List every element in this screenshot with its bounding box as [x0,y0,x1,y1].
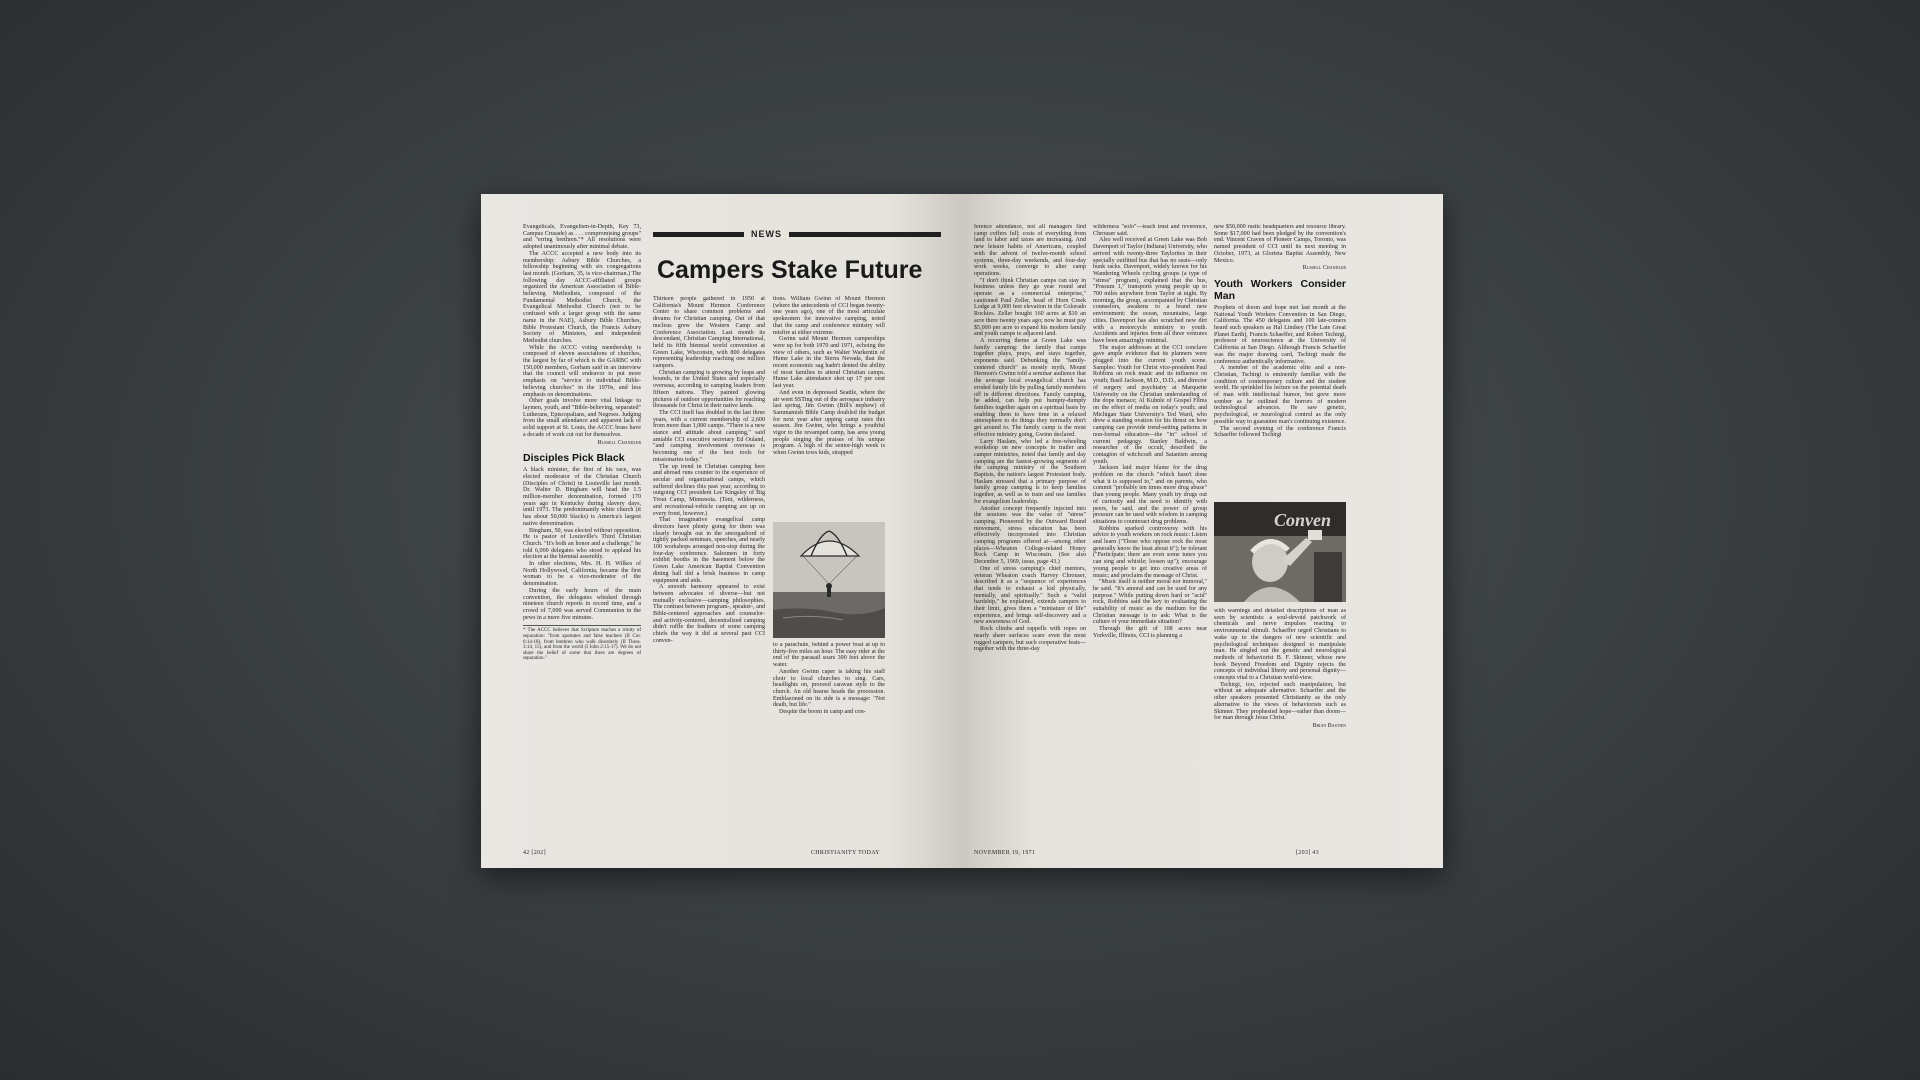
paragraph: to a parachute, behind a power boat at up to thirty-five miles an hour. The easy rider at the end of the parasail soars 300 feet above the water. [773,642,885,669]
paragraph: Prophets of doom and hope met last month at the National Youth Workers Convention in San Diego, California. The 450 delegates and 100 late-comers heard such speakers as Hal Lindsey (The Late Great Planet Earth), Francis Schaeffer, and Robert Tschirgi, professor of neuroscience at the University of California at San Diego. Although Francis Schaeffer was the major drawing card, Tschirgi made the conference authentically informative. [1214,304,1346,365]
page-headline: Campers Stake Future [657,256,923,284]
paragraph: Thirteen people gathered in 1950 at California's Mount Hermon Conference Center to share common problems and dreams for Christian camping. Out of that nucleus grew the Western Camp and Conference Association. Last month its descendant, Christian Camping International, held its fifth biennial world convention at Green Lake, Wisconsin, with 800 delegates representing leadership reaching one million campers. [653,296,765,370]
left-column-2 [653,296,765,836]
paragraph: Despite the boom in camp and con- [779,709,866,716]
left-column-3-bottom [773,642,885,836]
footnote: * The ACCC believes that Scripture teaches a trinity of separation: "from apostates and false teachers (II Cor. 6:14-18), from brethren who walk disorderly (II Thess. 3:14, 15), and from the world (I John 2:15-17). We do not share the belief of some that there are degrees of separation." [523,625,641,662]
paragraph: And even in depressed Seattle, where the air went SSTing out of the aerospace industry last spring, Jim Gwinn (Bill's nephew) of Sammamish Bible Camp doubled the budget for next year after upping camp rates this season. Jim Gwinn, who brings a youthful vigor to the revamped camp, has area young people singing the praises of his unique program. A high of the senior-high week is when Gwinn tows kids, strapped [773,389,885,457]
paragraph: Rock climbs and rappells with ropes on nearly sheer surfaces scare even the most rugged campers, but such cooperative feats—together with the three-day [974,626,1086,653]
paragraph: "I don't think Christian camps can stay in business unless they go year round and operate as a commercial enterprise," cautioned Paul Zeller, head of Horn Creek Lodge at 9,000 feet elevation in the Colorado Rockies. Zeller bought 160 acres at $10 an acre there twenty years ago; now he must pay $5,000 per acre to expand his modern family and youth camps to adjacent land. [974,277,1086,338]
paragraph: Bingham, 50, was elected without opposition. He is pastor of Louisville's Third Christian Church. "It's both an honor and a challenge," he told 6,000 delegates who stood to applaud his election at the biennial assembly. [523,527,641,561]
paragraph: Tschirgi, too, rejected such manipulation, but without an adequate alternative. Schaeffer and the other speakers presented Christianity as the only alternative to the views of behaviorists such as Skinner. They prophesied hope—rather than doom—for man through Jesus Christ. [1214,681,1346,722]
paragraph: A black minister, the first of his race, was elected moderator of the Christian Church (Disciples of Christ) in Louisville last month. Dr. Walter D. Bingham will head the 1.5 million-member denomination, formed 170 years ago in Kentucky during slavery days, until 1973. The predominantly white church (it has about 50,000 blacks) is America's largest native denomination. [523,467,641,527]
left-column-3-top [773,296,885,516]
paragraph: While the ACCC voting membership is composed of eleven associations of churches, the largest by far of which is the GARBC with 150,000 members, Gorham said in an interview that the council will endeavor to put more emphasis on "service to individual Bible-believing churches" in the 1970s, and less emphasis on denominations. [523,344,641,398]
sign-text: Conven [1274,510,1332,530]
paragraph: with warnings and detailed descriptions of man as seen by scientists: a soul-devoid patchwork of chemicals and nerve impulses reacting to environmental stimuli. Schaeffer urged Christians to wake up to the dangers of new scientific and psychological techniques designed to manipulate man. He singled out the genetic and neurological methods of behaviorist B. F. Skinner, whose new book Beyond Freedom and Dignity rejects the concepts of individual liberty and personal dignity—concepts vital to a Christian world-view. [1214,608,1346,682]
magazine-spread [481,194,1443,868]
paragraph: A smooth harmony appeared to exist between advocates of diverse—but not mutually exclusive—camping philosophies. The contrast between program-, speaker-, and Bible-centered approaches and counselor- and activity-centered, decentralized camping didn't ruffle the feathers of some camping chiefs the way it did at several past CCI conven- [653,584,765,644]
right-page [962,194,1443,868]
article-headline: Youth Workers Consider Man [1214,277,1346,302]
paragraph: The second evening of the conference Francis Schaeffer followed Tschirgi [1214,425,1346,439]
paragraph: The major addresses at the CCI conclave gave ample evidence that its planners were plugged into the current youth scene. Samples: Youth for Christ vice-president Paul Robbins on rock music and its influence on youth; Basil Jackson, M.D., D.D., and director of surgery and psychiatry at Marquette University on the Christian understanding of the dope menace; Al Kuhnle of Gospel Films on the effect of media on today's youth; and Michigan State University's Ted Ward, who drew a standing ovation for his thrust on how camping can provide trend-setting patterns in non-formal education—the "in" school of current pedagogy. Stanley Baldwin, a researcher of the occult, described the contagion of witchcraft and Satanism among youth. [1093,344,1207,465]
paragraph: Robbins sparked controversy with his advice to youth workers on rock music: Listen and learn ("Those who oppose rock the most generally know the least about it"); be tolerant ("Participate; there are even some tunes you can sing and whistle; loosen up"); encourage young people to get into creative areas of music; and proclaim the message of Christ. [1093,525,1207,579]
paragraph: Also well received at Green Lake was Bob Davenport of Taylor (Indiana) University, who arrived with twenty-three Taylorites in their specially outfitted bus that has no seats—only bunk racks. Davenport, widely known for his Wandering Wheels cycling groups (a type of "stress" program), explained that the bus, "Possum 1," transports young people up to 700 miles anywhere from Taylor at night. By morning, the group, accompanied by Christian counselors, awakens to a brand new environment: the ocean, mountains, large cities. Davenport has also scratched new dirt with a motorcycle ministry to youth. Accidents and injuries from all three ventures have been amazingly minimal. [1093,237,1207,344]
paragraph: The up trend in Christian camping here and abroad runs counter to the experience of secular and organizational camps, which suffered declines this past year, according to outgoing CCI president Lee Kingsley of Big Trout Camp, Minnesota. (Tent, wilderness, and recreational-vehicle camping are up on every front, however.) [653,463,765,517]
right-column-1 [974,224,1086,836]
article-headline: Disciples Pick Black [523,452,625,465]
paragraph: A member of the academic elite and a non-Christian, Tschirgi is eminently familiar with the condition of contemporary culture and the student world. He sprinkled his lecture on the potential death of man with intellectual humor, but grew more somber as he outlined the horrors of modern technological advances. He saw genetic, psychological, or neurological control as the only possible way to guarantee man's continuing existence. [1214,365,1346,425]
right-column-2 [1093,224,1207,836]
paragraph: A recurring theme at Green Lake was family camping: the family that camps together plays, prays, and stays together, exponents said. Debunking the "family-centered church" as mostly myth, Mount Hermon's Gwinn told a seminar audience that the average local evangelical church has eroded family life by pulling family members off in different directions. Family camping, he added, can help put humpty-dumpty families together again on a spiritual basis by enabling them to have time in a relaxed atmosphere to do things they normally don't get around to. The family camp is the most effective ministry going, Gwinn declared. [974,337,1086,438]
paragraph: wilderness "solo"—teach trust and reverence, Chrouser said. [1093,224,1207,237]
news-rule-right [789,232,941,237]
paragraph: Christian camping is growing by leaps and bounds, in the United States and especially overseas, according to camping leaders from fifteen nations. They painted glowing pictures of outdoor opportunities for reaching thousands for Christ in their native lands. [653,369,765,410]
speaker-photo [1214,502,1346,602]
paragraph: Other goals involve more vital linkage to laymen, youth, and "Bible-believing, separated" Lutherans, Episcopalians, and Negroes. Judging from the small attendance and apparent lack of solid support at St. Louis, the ACCC brass have a decade of work cut out for themselves. [523,398,641,438]
left-page [481,194,962,868]
paragraph: Another Gwinn caper is taking his staff choir to local churches to sing. Cars, headlights on, proceed caravan style to the church. An old hearse heads the procession. Emblazoned on its side is a message: "Not death, but life." [773,668,885,709]
paragraph: tions. William Gwinn of Mount Hermon (where the antecedents of CCI began twenty-one years ago), one of the most articulate spokesmen for innovative camping, noted that the camp and conference ministry will misfire at either extreme. [773,296,885,336]
news-rule-left [653,232,744,237]
page-number-left: 42 [202] [523,850,546,856]
paragraph: One of stress camping's chief mentors, veteran Wheaton coach Harvey Chrouser, described it as a "sequence of experiences that tends to exhaust a kid physically, mentally, and spiritually." Such a "valid hardship," he explained, extends campers to their limit, gives them a "miniature of life" experience, and brings self-discovery and a new awareness of God. [974,565,1086,626]
issue-date: NOVEMBER 19, 1971 [974,850,1036,856]
paragraph: ference attendance, not all managers find camp coffers full; costs of everything from land to labor and taxes are increasing. And new leisure habits of Americans, coupled with the advent of twelve-month school systems, three-day weekends, and four-day work weeks, converge to alter camp operations. [974,224,1086,277]
paragraph: "Music itself is neither moral nor immoral," he said. "It's amoral and can be used for any purpose." While putting down hard or "acid" rock, Robbins said the key to evaluating the suitability of music as the medium for the Christian message is to ask: What is the culture of your immediate situation? [1093,579,1207,626]
paragraph: Evangelicals, Evangelism-in-Depth, Key 73, Campus Crusade) as . . . compromising groups" and "erring brethren."* All resolutions were adopted unanimously after minimal debate. [523,224,641,251]
section-label: NEWS [751,229,782,239]
parasail-photo [773,522,885,638]
byline: Russell Chandler [597,439,641,446]
paragraph: Gwinn said Mount Hermon camperships were up for both 1970 and 1971, echoing the view of others, such as Walter Warkentin of Hume Lake in the Sierra Nevada, that the recent economic sag hadn't dented the ability of most families to attend Christian camps. Hume Lake attendance shot up 17 per cent last year. [773,336,885,390]
paragraph: new $50,000 rustic headquarters and resource library. Some $17,000 had been pledged by the convention's end. Vincent Craven of Pioneer Camps, Toronto, was named president of CCI until its next meeting in October, 1973, at Glorieta Baptist Assembly, New Mexico. [1214,224,1346,264]
paragraph: The CCI itself has doubled in the last three years, with a current membership of 2,600 from more than 1,000 camps. "There is a new stance and attitude about camping," said amiable CCI executive secretary Ed Ouland, "and camping involvement overseas is becoming one of the best tools for missionaries today." [653,409,765,463]
right-column-3-bottom [1214,608,1346,836]
paragraph: Through the gift of 108 acres near Yorkville, Illinois, CCI is planning a [1093,626,1207,639]
left-column-1 [523,224,641,836]
right-column-3-top [1214,224,1346,496]
magazine-name: CHRISTIANITY TODAY [811,850,880,856]
paragraph: The ACCC accepted a new body into its membership: Asbury Bible Churches, a fellowship beginning with six congregations last month. (Gorham, 35, is vice-chairman.) The following day ACCC-affiliated groups organized the American Association of Bible-believing Methodists, composed of the Fundamental Methodist Church, the Evangelical Methodist Church (not to be confused with a larger group with the same name in the NAE), Asbury Bible Churches, Bible Protestant Church, the Francis Asbury Society of Ministers, and independent Methodist churches. [523,250,641,344]
paragraph: That imaginative evangelical camp directors have plenty going for them was clearly brought out in the smorgasbord of tightly packed seminars, speeches, and nearly 100 workshops arranged non-stop during the four-day conference. Salesmen in forty exhibit booths in the basement below the Green Lake American Baptist Convention dining hall did a brisk business in camp equipment and aids. [653,517,765,584]
paragraph: During the early hours of the main convention, the delegates whisked through nineteen church reports in record time, and a crowd of 7,000 was served Communion in the pews in a mere five minutes. [523,587,641,621]
byline: Brian Bastien [1312,722,1346,729]
paragraph: Larry Haslam, who led a free-wheeling workshop on new concepts in trailer and camper ministries, noted that family and day camping are the fastest-growing segments of the camping ministry of the Southern Baptists, the nation's largest Protestant body. Haslam stressed that a primary purpose of family group camping is to keep families together, as well as to train and use families for evangelism leadership. [974,438,1086,505]
byline: Russell Chandler [1302,265,1346,272]
paragraph: Jackson laid major blame for the drug problem on the church "which hasn't done what it is supposed to," and on parents, who commit "probably ten times more drug abuse" than young people. Many youth try drugs out of curiosity and the need to identify with peers, he said, and the power of group pressure can be used with wisdom in camping situations to counteract drug problems. [1093,465,1207,525]
paragraph: In other elections, Mrs. H. H. Wilkes of North Hollywood, California, became the first woman to be a vice-moderator of the denomination. [523,561,641,588]
paragraph: Another concept frequently injected into the sessions was the value of "stress" camping. Pioneered by the Outward Bound movement, stress education has been effectively incorporated into Christian camping programs offered at—among other places—Wheaton College-related Honey Rock Camp in Wisconsin. (See also December 5, 1969, issue, page 43.) [974,505,1086,566]
page-number-right: [203] 43 [1296,850,1319,856]
